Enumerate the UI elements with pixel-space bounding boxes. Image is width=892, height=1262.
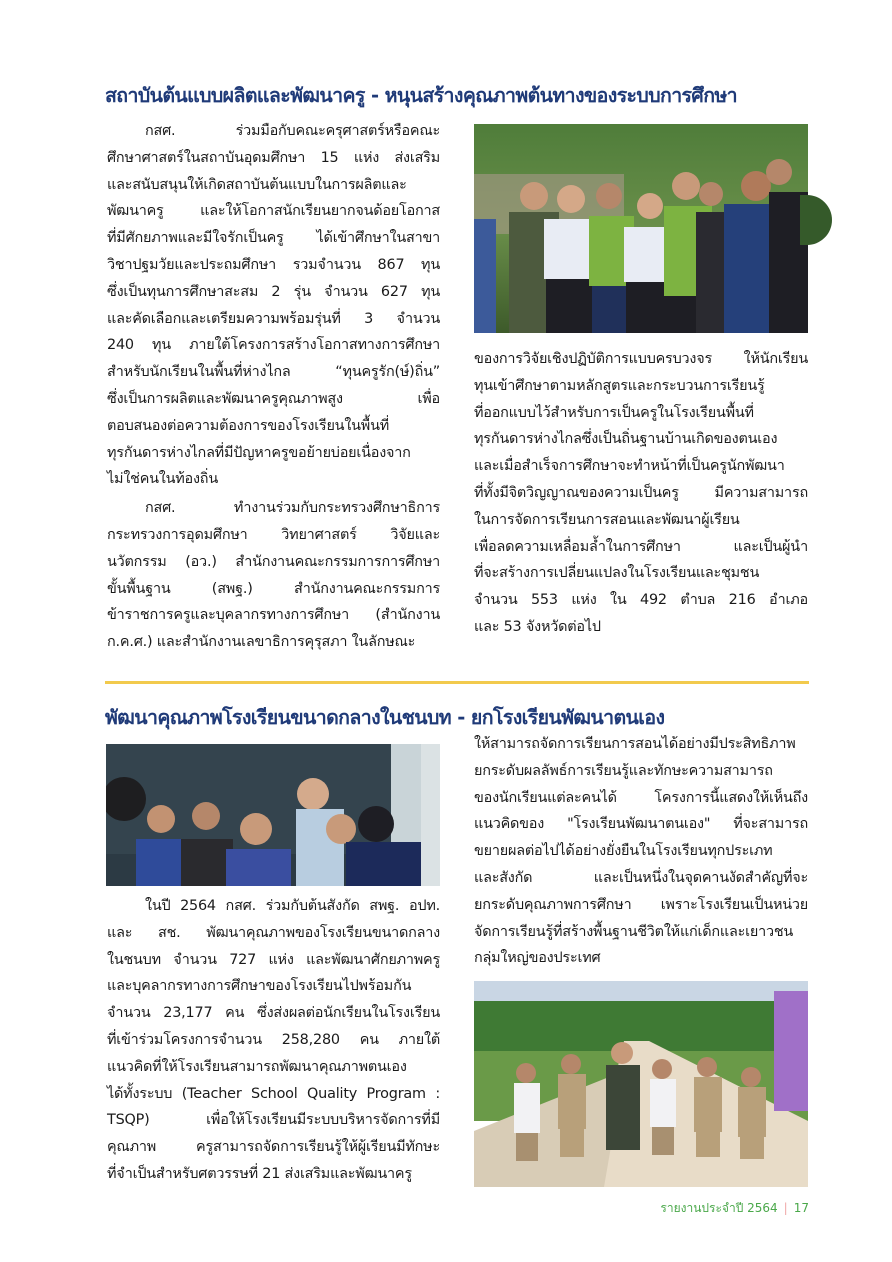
paragraph xyxy=(474,731,808,972)
text-line: กสศ. ทำงานร่วมกับกระทรวงศึกษาธิการ xyxy=(145,500,440,517)
text-line: ของการวิจัยเชิงปฏิบัติการแบบครบวงจร ให้นักเรียน xyxy=(474,351,808,367)
text-line: วิชาปฐมวัยและประถมศึกษา รวมจำนวน 867 ทุน xyxy=(107,256,440,273)
text-line: กระทรวงการอุดมศึกษา วิทยาศาสตร์ วิจัยและ xyxy=(107,526,440,543)
text-line: กสศ. ร่วมมือกับคณะครุศาสตร์หรือคณะ xyxy=(145,123,440,139)
text-line: ที่เข้าร่วมโครงการจำนวน 258,280 คน ภายใต้ xyxy=(107,1031,440,1048)
section-2-right-column xyxy=(474,731,808,972)
text-line: และสนับสนุนให้เกิดสถาบันต้นแบบในการผลิตและ xyxy=(107,176,407,193)
text-line: ที่ออกแบบไว้สำหรับการเป็นครูในโรงเรียนพื้นที่ xyxy=(474,404,754,421)
photo-image xyxy=(106,744,440,886)
text-line: ในปี 2564 กสศ. ร่วมกับต้นสังกัด สพฐ. อปท. xyxy=(145,898,440,914)
text-line: และ สช. พัฒนาคุณภาพของโรงเรียนขนาดกลาง xyxy=(107,924,440,941)
text-line: ข้าราชการครูและบุคลากรทางการศึกษา (สำนักงาน xyxy=(107,607,440,624)
paragraph xyxy=(474,346,808,641)
photo-scouts-walking xyxy=(474,981,808,1187)
text-line: จัดการเรียนรู้ที่สร้างพื้นฐานชีวิตให้แก่เด็กและเยาวชน xyxy=(474,923,794,940)
text-line: ทุนเข้าศึกษาตามหลักสูตรและกระบวนการเรียนรู้ xyxy=(474,377,765,394)
text-line: ได้ทั้งระบบ (Teacher School Quality Program : xyxy=(107,1085,440,1102)
text-line: และ 53 จังหวัดต่อไป xyxy=(474,618,601,635)
text-line: ที่จะสร้างการเปลี่ยนแปลงในโรงเรียนและชุมชน xyxy=(474,565,760,582)
text-line: ยกระดับผลลัพธ์การเรียนรู้และทักษะความสามารถ xyxy=(474,762,773,779)
section-1-title: สถาบันต้นแบบผลิตและพัฒนาครู - หนุนสร้างคุณภาพต้นทางของระบบการศึกษา xyxy=(105,84,738,107)
text-line: และบุคลากรทางการศึกษาของโรงเรียนไปพร้อมกัน xyxy=(107,978,412,995)
section-2-left-column xyxy=(107,893,440,1188)
section-divider xyxy=(105,681,809,684)
photo-circle-accent xyxy=(800,195,832,245)
text-line: ศึกษาศาสตร์ในสถาบันอุดมศึกษา 15 แห่ง ส่งเสริม xyxy=(107,149,440,166)
text-line: สำหรับนักเรียนในพื้นที่ห่างไกล “ทุนครูรัก(ษ์)ถิ่น” xyxy=(107,364,440,381)
text-line: ทุรกันดารห่างไกลที่มีปัญหาครูขอย้ายบ่อยเนื่องจาก xyxy=(107,444,411,461)
paragraph xyxy=(107,893,440,1188)
photo-image xyxy=(474,981,808,1187)
paragraph xyxy=(107,495,440,656)
text-line: ขยายผลต่อไปได้อย่างยั่งยืนในโรงเรียนทุกประเภท xyxy=(474,843,773,860)
section-1-left-column xyxy=(107,118,440,656)
text-line: ในชนบท จำนวน 727 แห่ง และพัฒนาศักยภาพครู xyxy=(107,951,440,968)
text-line: ที่ทั้งมีจิตวิญญาณของความเป็นครู มีความสามารถ xyxy=(474,484,808,501)
text-line: ที่มีศักยภาพและมีใจรักเป็นครู ได้เข้าศึกษาในสาขา xyxy=(107,230,440,247)
text-line: ก.ค.ศ.) และสำนักงานเลขาธิการคุรุสภา ในลักษณะ xyxy=(107,634,416,651)
text-line: คุณภาพ ครูสามารถจัดการเรียนรู้ให้ผู้เรียนมีทักษะ xyxy=(107,1139,440,1156)
photo-image xyxy=(474,124,808,333)
text-line: และสังกัด และเป็นหนึ่งในจุดคานงัดสำคัญที่จะ xyxy=(474,869,808,886)
section-2-title: พัฒนาคุณภาพโรงเรียนขนาดกลางในชนบท - ยกโรงเรียนพัฒนาตนเอง xyxy=(105,706,665,729)
text-line: TSQP) เพื่อให้โรงเรียนมีระบบบริหารจัดการที่มี xyxy=(107,1112,440,1129)
text-line: กลุ่มใหญ่ของประเทศ xyxy=(474,950,601,967)
photo-teachers-students-group xyxy=(474,124,808,333)
text-line: ซึ่งเป็นทุนการศึกษาสะสม 2 รุ่น จำนวน 627 ทุน xyxy=(107,283,440,300)
text-line: จำนวน 553 แห่ง ใน 492 ตำบล 216 อำเภอ xyxy=(474,592,808,609)
page-footer xyxy=(660,1199,809,1218)
text-line: 240 ทุน ภายใต้โครงการสร้างโอกาสทางการศึกษา xyxy=(107,337,440,354)
text-line: ขั้นพื้นฐาน (สพฐ.) สำนักงานคณะกรรมการ xyxy=(107,580,440,597)
text-line: แนวคิดที่ให้โรงเรียนสามารถพัฒนาคุณภาพตนเอง xyxy=(107,1058,407,1075)
text-line: ทุรกันดารห่างไกลซึ่งเป็นถิ่นฐานบ้านเกิดของตนเอง xyxy=(474,431,778,448)
text-line: และเมื่อสำเร็จการศึกษาจะทำหน้าที่เป็นครูนักพัฒนา xyxy=(474,458,785,475)
text-line: ตอบสนองต่อความต้องการของโรงเรียนในพื้นที่ xyxy=(107,417,389,434)
text-line: จำนวน 23,177 คน ซึ่งส่งผลต่อนักเรียนในโรงเรียน xyxy=(107,1005,440,1022)
photo-classroom xyxy=(106,744,440,886)
text-line: ซึ่งเป็นการผลิตและพัฒนาครูคุณภาพสูง เพื่อ xyxy=(107,390,440,407)
text-line: ไม่ใช่คนในท้องถิ่น xyxy=(107,471,218,488)
text-line: แนวคิดของ "โรงเรียนพัฒนาตนเอง" ที่จะสามารถ xyxy=(474,816,808,833)
text-line: ยกระดับคุณภาพการศึกษา เพราะโรงเรียนเป็นหน่วย xyxy=(474,896,808,913)
text-line: และคัดเลือกและเตรียมความพร้อมรุ่นที่ 3 จำนวน xyxy=(107,310,440,327)
text-line: ให้สามารถจัดการเรียนการสอนได้อย่างมีประสิทธิภาพ xyxy=(474,736,796,752)
text-line: ที่จำเป็นสำหรับศตวรรษที่ 21 ส่งเสริมและพัฒนาครู xyxy=(107,1165,412,1182)
text-line: พัฒนาครู และให้โอกาสนักเรียนยากจนด้อยโอกาส xyxy=(107,203,440,220)
text-line: ในการจัดการเรียนการสอนและพัฒนาผู้เรียน xyxy=(474,511,740,528)
text-line: ของนักเรียนแต่ละคนได้ โครงการนี้แสดงให้เห็นถึง xyxy=(474,789,808,806)
text-line: นวัตกรรม (อว.) สำนักงานคณะกรรมการการศึกษา xyxy=(107,553,440,570)
section-1-right-column xyxy=(474,346,808,641)
paragraph xyxy=(107,118,440,493)
page-number: 17 xyxy=(793,1201,809,1215)
footer-report-title: รายงานประจำปี 2564 xyxy=(660,1201,778,1215)
footer-separator: | xyxy=(783,1201,788,1215)
text-line: เพื่อลดความเหลื่อมล้ำในการศึกษา และเป็นผู้นำ xyxy=(474,538,808,555)
